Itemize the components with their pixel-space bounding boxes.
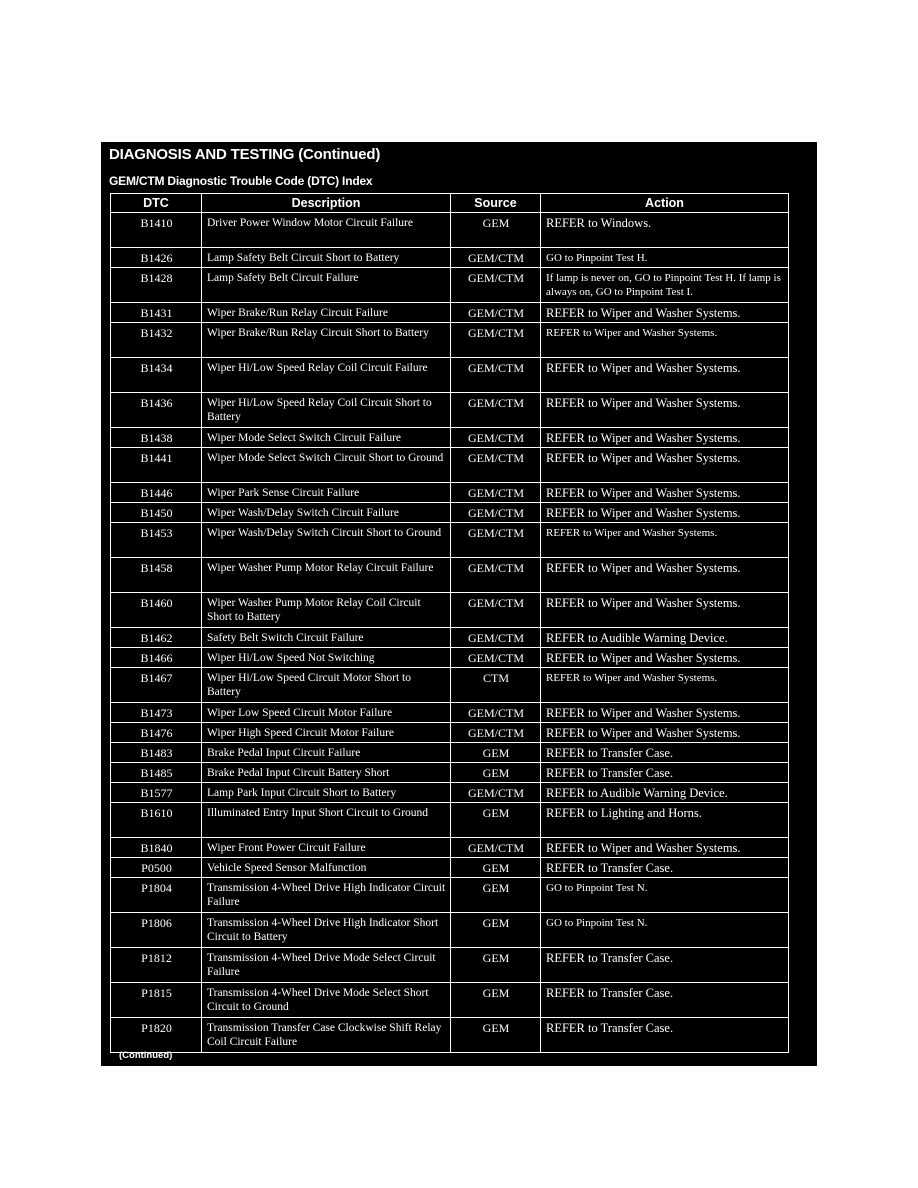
dtc-code: P0500 (111, 858, 202, 878)
dtc-action: REFER to Wiper and Washer Systems. (541, 323, 789, 358)
dtc-action: REFER to Wiper and Washer Systems. (541, 428, 789, 448)
dtc-source: GEM/CTM (451, 838, 541, 858)
dtc-action: REFER to Transfer Case. (541, 858, 789, 878)
dtc-code: P1804 (111, 878, 202, 913)
dtc-source: GEM/CTM (451, 723, 541, 743)
dtc-description: Wiper Brake/Run Relay Circuit Short to Battery (202, 323, 451, 358)
dtc-description: Illuminated Entry Input Short Circuit to Ground (202, 803, 451, 838)
table-row (111, 723, 789, 743)
dtc-description: Wiper Washer Pump Motor Relay Circuit Failure (202, 558, 451, 593)
table-row (111, 628, 789, 648)
column-header-action: Action (541, 194, 789, 213)
dtc-source: GEM/CTM (451, 593, 541, 628)
dtc-description: Safety Belt Switch Circuit Failure (202, 628, 451, 648)
dtc-description: Wiper Brake/Run Relay Circuit Failure (202, 303, 451, 323)
dtc-code: B1446 (111, 483, 202, 503)
dtc-source: CTM (451, 668, 541, 703)
dtc-source: GEM/CTM (451, 393, 541, 428)
dtc-code: B1436 (111, 393, 202, 428)
dtc-description: Wiper Hi/Low Speed Relay Coil Circuit Short to Battery (202, 393, 451, 428)
dtc-code: P1806 (111, 913, 202, 948)
table-row (111, 248, 789, 268)
dtc-code: B1460 (111, 593, 202, 628)
table-row (111, 838, 789, 858)
table-row (111, 593, 789, 628)
dtc-description: Vehicle Speed Sensor Malfunction (202, 858, 451, 878)
table-header-row (111, 194, 789, 213)
dtc-code: B1610 (111, 803, 202, 838)
dtc-source: GEM/CTM (451, 268, 541, 303)
dtc-source: GEM (451, 983, 541, 1018)
dtc-source: GEM (451, 803, 541, 838)
dtc-description: Wiper Mode Select Switch Circuit Failure (202, 428, 451, 448)
table-row (111, 803, 789, 838)
dtc-action: REFER to Wiper and Washer Systems. (541, 648, 789, 668)
table-row (111, 743, 789, 763)
table-row (111, 558, 789, 593)
dtc-action: REFER to Wiper and Washer Systems. (541, 303, 789, 323)
dtc-source: GEM/CTM (451, 783, 541, 803)
dtc-action: GO to Pinpoint Test N. (541, 913, 789, 948)
dtc-action: REFER to Transfer Case. (541, 763, 789, 783)
dtc-action: REFER to Transfer Case. (541, 948, 789, 983)
dtc-source: GEM/CTM (451, 558, 541, 593)
dtc-description: Transmission 4-Wheel Drive Mode Select Short Circuit to Ground (202, 983, 451, 1018)
dtc-code: B1431 (111, 303, 202, 323)
dtc-action: REFER to Audible Warning Device. (541, 628, 789, 648)
dtc-description: Wiper Hi/Low Speed Not Switching (202, 648, 451, 668)
dtc-code: B1458 (111, 558, 202, 593)
dtc-description: Wiper Hi/Low Speed Relay Coil Circuit Failure (202, 358, 451, 393)
table-row (111, 648, 789, 668)
dtc-action: REFER to Transfer Case. (541, 743, 789, 763)
dtc-action: REFER to Wiper and Washer Systems. (541, 523, 789, 558)
dtc-action: REFER to Windows. (541, 213, 789, 248)
dtc-action: REFER to Transfer Case. (541, 1018, 789, 1053)
dtc-action: REFER to Audible Warning Device. (541, 783, 789, 803)
dtc-description: Transmission 4-Wheel Drive Mode Select Circuit Failure (202, 948, 451, 983)
dtc-description: Wiper Low Speed Circuit Motor Failure (202, 703, 451, 723)
dtc-source: GEM (451, 878, 541, 913)
table-row (111, 503, 789, 523)
dtc-code: B1438 (111, 428, 202, 448)
dtc-source: GEM (451, 913, 541, 948)
table-row (111, 303, 789, 323)
dtc-description: Wiper Washer Pump Motor Relay Coil Circuit Short to Battery (202, 593, 451, 628)
table-row (111, 703, 789, 723)
dtc-code: B1466 (111, 648, 202, 668)
dtc-code: B1441 (111, 448, 202, 483)
dtc-action: REFER to Wiper and Washer Systems. (541, 723, 789, 743)
section-title: DIAGNOSIS AND TESTING (Continued) (109, 146, 381, 163)
dtc-description: Wiper High Speed Circuit Motor Failure (202, 723, 451, 743)
table-row (111, 858, 789, 878)
dtc-action: REFER to Wiper and Washer Systems. (541, 558, 789, 593)
dtc-description: Driver Power Window Motor Circuit Failure (202, 213, 451, 248)
dtc-source: GEM/CTM (451, 703, 541, 723)
dtc-source: GEM/CTM (451, 323, 541, 358)
dtc-source: GEM (451, 213, 541, 248)
table-row (111, 913, 789, 948)
dtc-source: GEM/CTM (451, 428, 541, 448)
dtc-description: Brake Pedal Input Circuit Failure (202, 743, 451, 763)
dtc-description: Lamp Park Input Circuit Short to Battery (202, 783, 451, 803)
dtc-code: B1432 (111, 323, 202, 358)
dtc-code: B1450 (111, 503, 202, 523)
dtc-action: REFER to Wiper and Washer Systems. (541, 358, 789, 393)
dtc-code: B1453 (111, 523, 202, 558)
table-row (111, 523, 789, 558)
dtc-description: Wiper Front Power Circuit Failure (202, 838, 451, 858)
table-row (111, 483, 789, 503)
table-row (111, 668, 789, 703)
dtc-description: Transmission 4-Wheel Drive High Indicator Circuit Failure (202, 878, 451, 913)
table-row (111, 393, 789, 428)
dtc-description: Wiper Park Sense Circuit Failure (202, 483, 451, 503)
dtc-description: Wiper Hi/Low Speed Circuit Motor Short to Battery (202, 668, 451, 703)
continued-note: (Continued) (119, 1050, 173, 1061)
dtc-code: P1812 (111, 948, 202, 983)
dtc-code: B1467 (111, 668, 202, 703)
dtc-source: GEM (451, 858, 541, 878)
dtc-description: Wiper Wash/Delay Switch Circuit Failure (202, 503, 451, 523)
dtc-source: GEM/CTM (451, 503, 541, 523)
column-header-description: Description (202, 194, 451, 213)
dtc-action: REFER to Wiper and Washer Systems. (541, 483, 789, 503)
dtc-source: GEM/CTM (451, 358, 541, 393)
dtc-action: REFER to Wiper and Washer Systems. (541, 448, 789, 483)
table-row (111, 213, 789, 248)
dtc-source: GEM (451, 1018, 541, 1053)
dtc-source: GEM/CTM (451, 448, 541, 483)
dtc-source: GEM (451, 763, 541, 783)
table-row (111, 428, 789, 448)
dtc-source: GEM/CTM (451, 303, 541, 323)
dtc-action: REFER to Wiper and Washer Systems. (541, 838, 789, 858)
dtc-description: Wiper Wash/Delay Switch Circuit Short to Ground (202, 523, 451, 558)
table-row (111, 878, 789, 913)
dtc-code: B1485 (111, 763, 202, 783)
dtc-description: Transmission Transfer Case Clockwise Shift Relay Coil Circuit Failure (202, 1018, 451, 1053)
dtc-source: GEM/CTM (451, 248, 541, 268)
column-header-dtc: DTC (111, 194, 202, 213)
dtc-code: B1483 (111, 743, 202, 763)
dtc-code: B1462 (111, 628, 202, 648)
table-row (111, 1018, 789, 1053)
dtc-code: P1820 (111, 1018, 202, 1053)
dtc-source: GEM/CTM (451, 628, 541, 648)
table-row (111, 783, 789, 803)
dtc-action: REFER to Lighting and Horns. (541, 803, 789, 838)
table-row (111, 983, 789, 1018)
dtc-index-panel (101, 142, 817, 1066)
dtc-code: B1476 (111, 723, 202, 743)
dtc-action: GO to Pinpoint Test H. (541, 248, 789, 268)
dtc-source: GEM (451, 743, 541, 763)
dtc-code: B1428 (111, 268, 202, 303)
dtc-table (110, 193, 789, 1053)
dtc-source: GEM/CTM (451, 648, 541, 668)
dtc-description: Lamp Safety Belt Circuit Short to Battery (202, 248, 451, 268)
dtc-action: REFER to Wiper and Washer Systems. (541, 668, 789, 703)
dtc-action: GO to Pinpoint Test N. (541, 878, 789, 913)
table-title: GEM/CTM Diagnostic Trouble Code (DTC) Index (109, 174, 373, 188)
dtc-source: GEM (451, 948, 541, 983)
column-header-source: Source (451, 194, 541, 213)
dtc-action: REFER to Wiper and Washer Systems. (541, 503, 789, 523)
dtc-code: B1426 (111, 248, 202, 268)
dtc-code: B1840 (111, 838, 202, 858)
table-row (111, 763, 789, 783)
dtc-description: Lamp Safety Belt Circuit Failure (202, 268, 451, 303)
table-row (111, 323, 789, 358)
dtc-action: REFER to Wiper and Washer Systems. (541, 593, 789, 628)
table-row (111, 268, 789, 303)
dtc-action: REFER to Wiper and Washer Systems. (541, 393, 789, 428)
dtc-code: P1815 (111, 983, 202, 1018)
dtc-description: Brake Pedal Input Circuit Battery Short (202, 763, 451, 783)
dtc-action: REFER to Wiper and Washer Systems. (541, 703, 789, 723)
dtc-source: GEM/CTM (451, 483, 541, 503)
dtc-description: Transmission 4-Wheel Drive High Indicator Short Circuit to Battery (202, 913, 451, 948)
table-row (111, 948, 789, 983)
dtc-source: GEM/CTM (451, 523, 541, 558)
dtc-code: B1410 (111, 213, 202, 248)
dtc-action: REFER to Transfer Case. (541, 983, 789, 1018)
dtc-code: B1473 (111, 703, 202, 723)
table-row (111, 358, 789, 393)
dtc-code: B1577 (111, 783, 202, 803)
dtc-code: B1434 (111, 358, 202, 393)
dtc-description: Wiper Mode Select Switch Circuit Short to Ground (202, 448, 451, 483)
dtc-action: If lamp is never on, GO to Pinpoint Test H. If lamp is always on, GO to Pinpoint Test I. (541, 268, 789, 303)
table-row (111, 448, 789, 483)
